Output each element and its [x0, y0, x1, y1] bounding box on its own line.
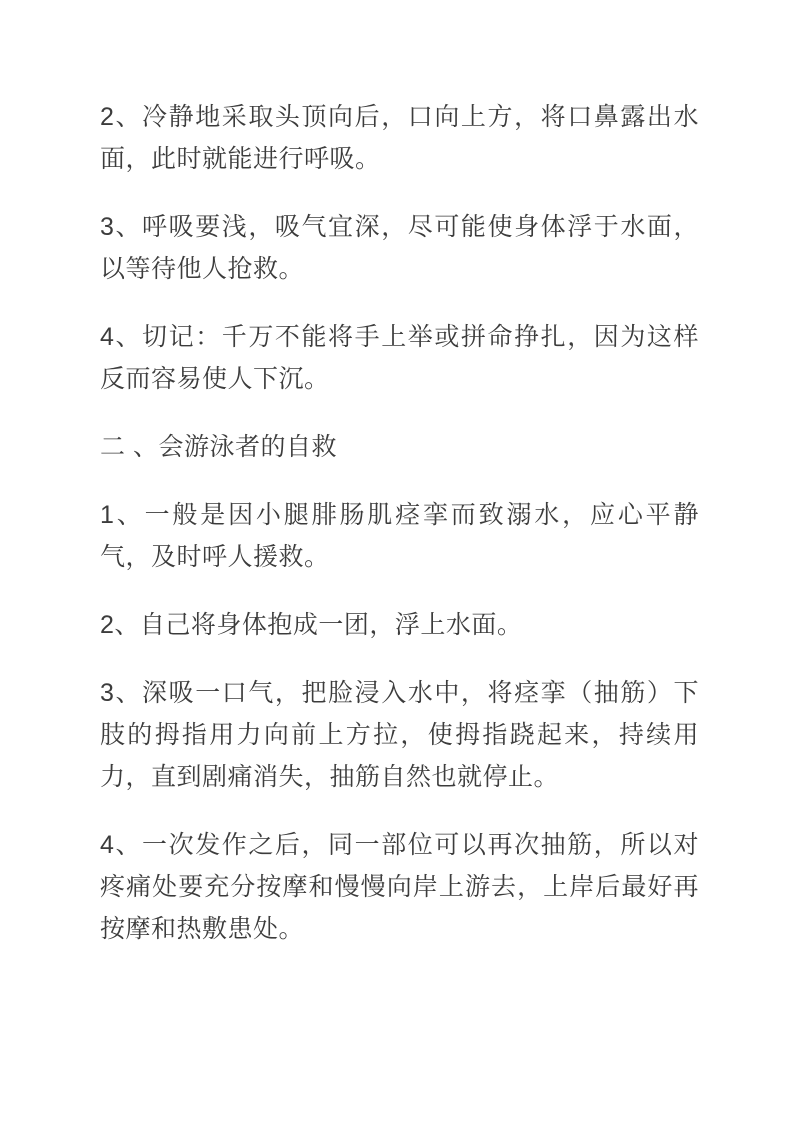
paragraph: 2、冷静地采取头顶向后，口向上方，将口鼻露出水面，此时就能进行呼吸。: [100, 103, 699, 173]
paragraph: 1、一般是因小腿腓肠肌痉挛而致溺水，应心平静气，及时呼人援救。: [100, 501, 699, 571]
section-heading: 二 、会游泳者的自救: [100, 433, 337, 461]
paragraph: 3、呼吸要浅，吸气宜深，尽可能使身体浮于水面，以等待他人抢救。: [100, 213, 699, 283]
paragraph: 4、切记：千万不能将手上举或拼命挣扎，因为这样反而容易使人下沉。: [100, 323, 699, 393]
paragraph: 2、自己将身体抱成一团，浮上水面。: [100, 611, 523, 639]
paragraph: 3、深吸一口气，把脸浸入水中，将痉挛（抽筋）下肢的拇指用力向前上方拉，使拇指跷起来，持续用力，直到剧痛消失，抽筋自然也就停止。: [100, 679, 699, 791]
paragraph: 4、一次发作之后，同一部位可以再次抽筋，所以对疼痛处要充分按摩和慢慢向岸上游去，上岸后最好再按摩和热敷患处。: [100, 831, 699, 943]
